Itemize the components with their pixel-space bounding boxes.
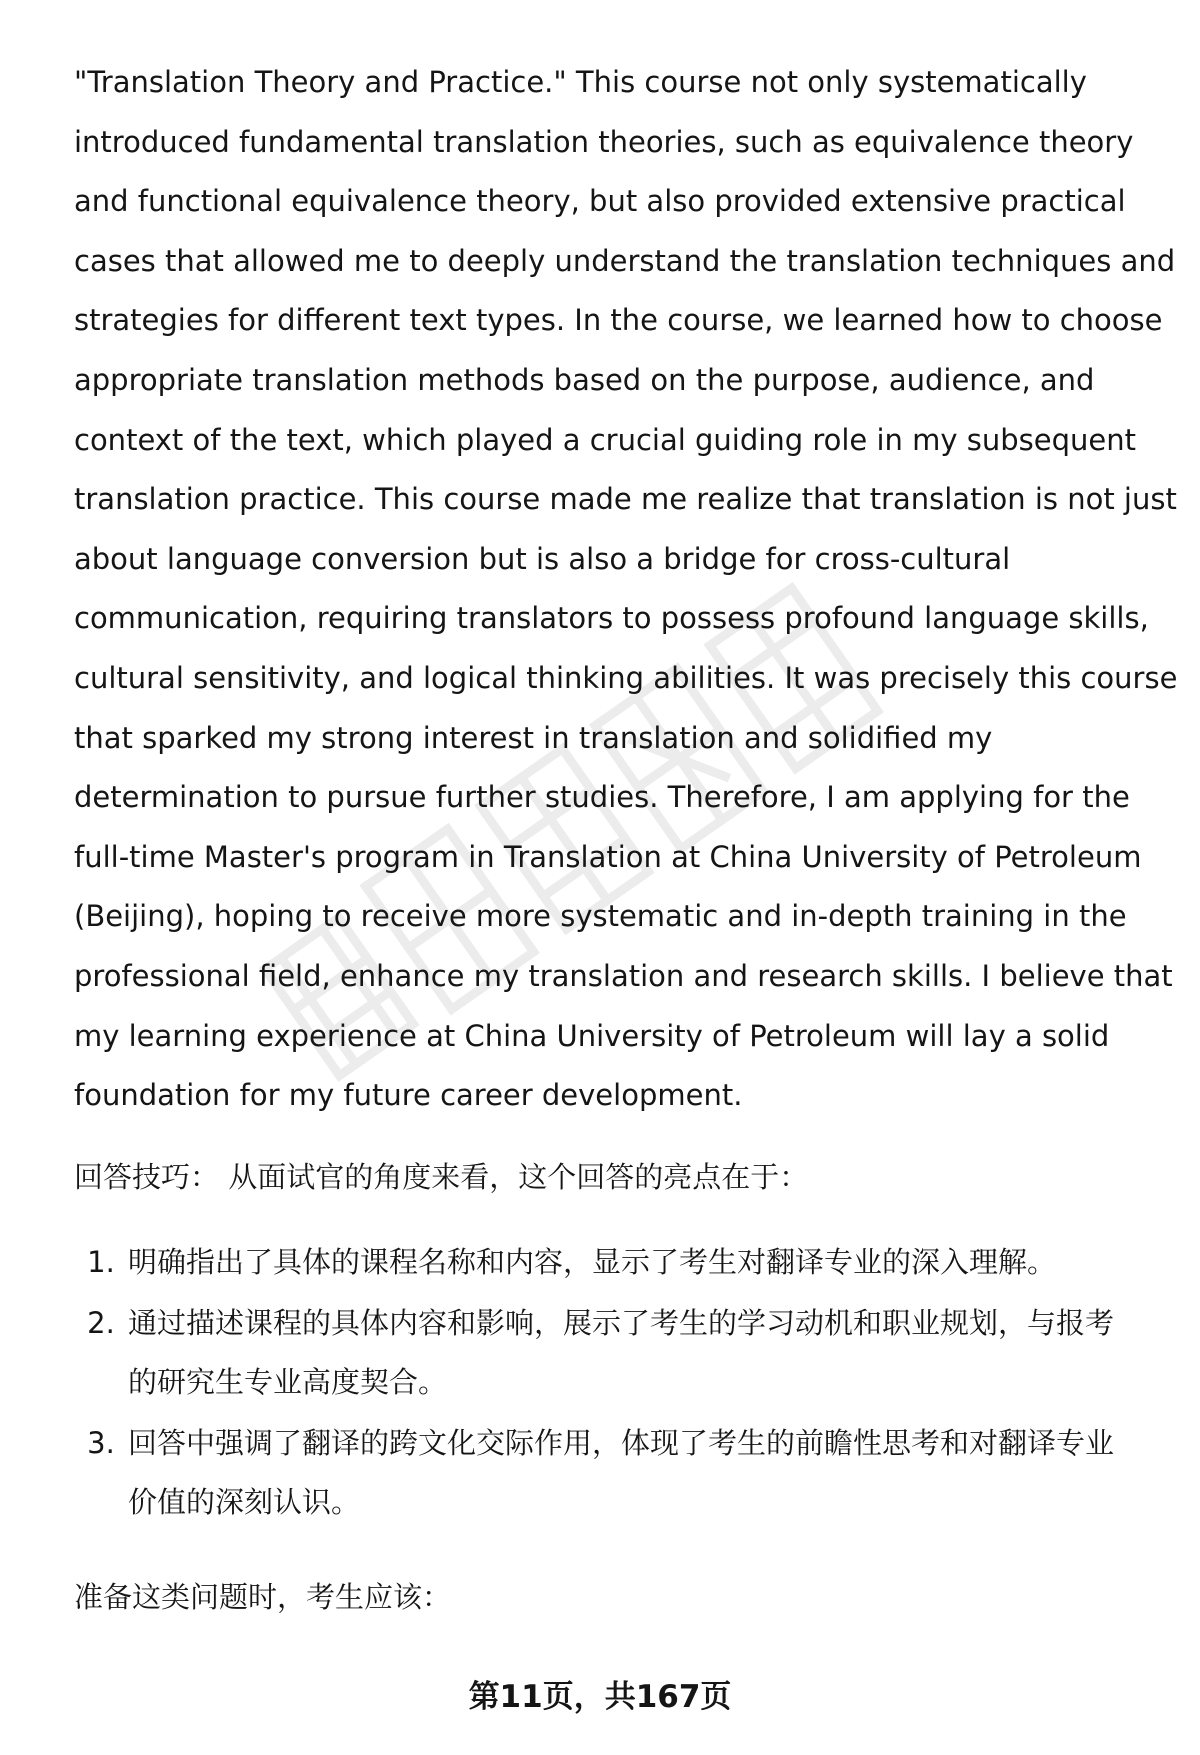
body-line: full-time Master's program in Translation at China University of Petroleum — [74, 839, 1142, 874]
body-line: (Beijing), hoping to receive more systematic and in-depth training in the — [74, 899, 1127, 934]
body-line: determination to pursue further studies. Therefore, I am applying for the — [74, 780, 1130, 815]
body-line: that sparked my strong interest in translation and solidified my — [74, 720, 993, 755]
body-line: "Translation Theory and Practice." This course not only systematically — [74, 65, 1087, 99]
body-line: cultural sensitivity, and logical thinking abilities. It was precisely this course — [74, 660, 1178, 695]
list-text: 回答中强调了翻译的跨文化交际作用，体现了考生的前瞻性思考和对翻译专业 价值的深刻认识。 — [128, 1426, 1115, 1519]
body-line: context of the text, which played a crucial guiding role in my subsequent — [74, 422, 1136, 457]
body-line: and functional equivalence theory, but also provided extensive practical — [74, 184, 1126, 219]
list-number: 3. — [87, 1426, 115, 1460]
body-line: foundation for my future career development. — [74, 1078, 743, 1113]
page-number: 第11页，共167页 — [468, 1679, 732, 1715]
tips-list — [74, 1233, 1140, 1534]
body-line: strategies for different text types. In the course, we learned how to choose — [74, 303, 1163, 338]
body-line: cases that allowed me to deeply understand the translation techniques and — [74, 243, 1176, 278]
body-line: appropriate translation methods based on the purpose, audience, and — [74, 362, 1095, 397]
body-paragraph — [74, 53, 1178, 1126]
list-item — [74, 1233, 1140, 1292]
list-text: 通过描述课程的具体内容和影响，展示了考生的学习动机和职业规划，与报考 的研究生专业高度契合。 — [128, 1306, 1115, 1399]
tips-heading: 回答技巧： 从面试官的角度来看，这个回答的亮点在于： — [74, 1160, 809, 1194]
body-line: about language conversion but is also a bridge for cross-cultural — [74, 541, 1011, 576]
list-text: 明确指出了具体的课程名称和内容，显示了考生对翻译专业的深入理解。 — [128, 1245, 1057, 1279]
body-line: communication, requiring translators to possess profound language skills, — [74, 601, 1149, 636]
list-item — [74, 1414, 1140, 1532]
list-item — [74, 1294, 1140, 1412]
body-line: introduced fundamental translation theories, such as equivalence theory — [74, 124, 1134, 159]
body-line: translation practice. This course made me realize that translation is not just — [74, 482, 1177, 517]
body-line: my learning experience at China University of Petroleum will lay a solid — [74, 1018, 1110, 1053]
list-number: 2. — [87, 1306, 115, 1340]
list-number: 1. — [87, 1245, 115, 1279]
prep-heading: 准备这类问题时，考生应该： — [74, 1580, 452, 1614]
body-line: professional field, enhance my translation and research skills. I believe that — [74, 958, 1173, 993]
